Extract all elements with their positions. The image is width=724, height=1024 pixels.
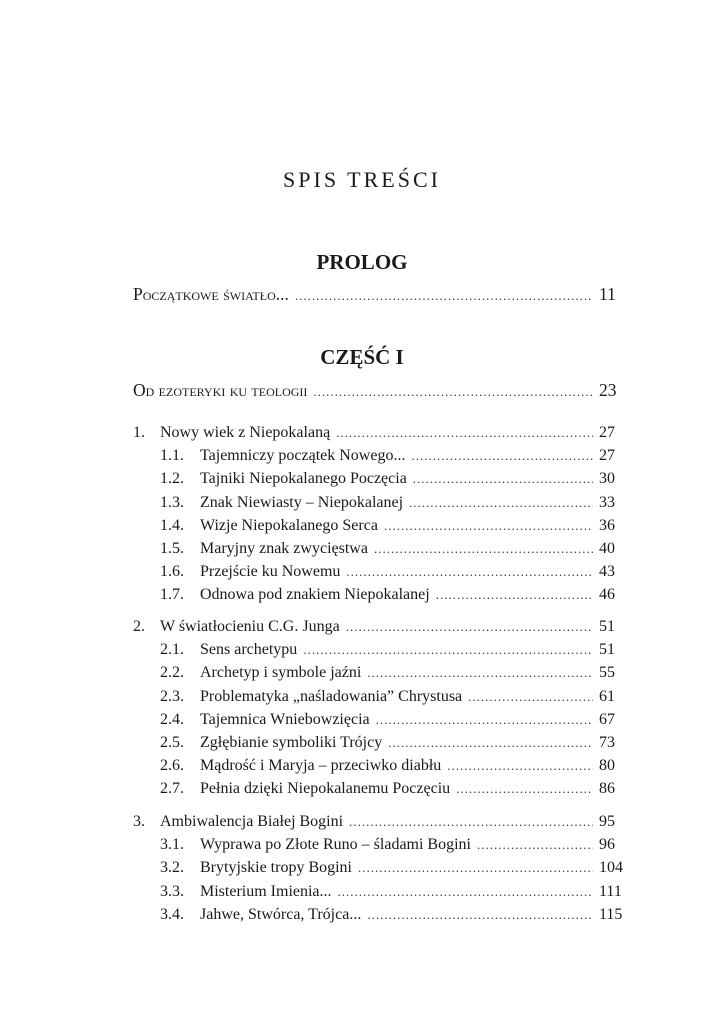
toc-entry-label: Zgłębianie symboliki Trójcy <box>200 734 383 751</box>
toc-page-number: 46 <box>599 586 615 604</box>
toc-entry-number: 3.1. <box>160 836 184 854</box>
toc-section-entry[interactable] <box>160 779 633 799</box>
toc-entry-number: 1.3. <box>160 493 184 511</box>
toc-section-entry[interactable] <box>160 756 633 776</box>
dot-leader <box>413 469 593 489</box>
toc-chapter-entry[interactable] <box>133 617 633 637</box>
toc-entry-label: Wizje Niepokalanego Serca <box>200 516 378 534</box>
toc-entry-label: Tajemnica Wniebowzięcia <box>200 710 370 728</box>
dot-leader <box>336 423 593 443</box>
toc-entry-label: Od ezoteryki ku teologii <box>133 380 308 400</box>
toc-section-entry[interactable] <box>160 640 633 660</box>
toc-entry-number: 2.6. <box>160 757 184 775</box>
dot-leader <box>411 446 593 466</box>
dot-leader <box>346 562 593 582</box>
toc-entry-label: Znak Niewiasty – Niepokalanej <box>200 493 404 511</box>
toc-section-entry[interactable] <box>160 905 633 925</box>
toc-page-number: 23 <box>599 380 617 400</box>
toc-entry-prolog[interactable] <box>133 284 633 306</box>
toc-entry-label: Tajemniczy początek Nowego... <box>200 447 406 465</box>
toc-entry-label: Tajniki Niepokalanego Poczęcia <box>200 470 407 488</box>
toc-entry-number: 1.1. <box>160 447 184 465</box>
toc-section-entry[interactable] <box>160 562 633 582</box>
toc-page-number: 80 <box>599 757 615 775</box>
toc-entry-number: 3.3. <box>160 882 184 900</box>
toc-entry-number: 1.2. <box>160 470 184 488</box>
toc-entry-number: 1.4. <box>160 516 184 534</box>
dot-leader <box>468 687 593 707</box>
toc-entry-label: Przejście ku Nowemu <box>200 563 341 581</box>
toc-entry-number: 2.4. <box>160 710 184 728</box>
toc-entry-label: Maryjny znak zwycięstwa <box>200 540 368 557</box>
toc-entry-number: 2. <box>133 618 145 635</box>
dot-leader <box>303 640 593 660</box>
dot-leader <box>295 286 593 306</box>
toc-section-entry[interactable] <box>160 710 633 730</box>
dot-leader <box>367 905 593 925</box>
toc-section-entry[interactable] <box>160 882 633 902</box>
toc-page-number: 11 <box>599 284 616 304</box>
toc-page-number: 73 <box>599 734 615 751</box>
toc-entry-number: 1. <box>133 424 145 441</box>
toc-section-entry[interactable] <box>160 539 633 559</box>
toc-entry-number: 2.5. <box>160 734 184 751</box>
toc-section-entry[interactable] <box>160 516 633 536</box>
toc-entry-label: Ambiwalencja Białej Bogini <box>160 813 344 830</box>
toc-entry-number: 2.7. <box>160 780 184 798</box>
toc-page-number: 27 <box>599 447 615 465</box>
dot-leader <box>374 539 593 559</box>
toc-page-number: 96 <box>599 836 615 854</box>
toc-entry-label: Wyprawa po Złote Runo – śladami Bogini <box>200 836 471 854</box>
dot-leader <box>477 835 593 855</box>
toc-chapter-entry[interactable] <box>133 812 633 832</box>
toc-entry-number: 1.7. <box>160 586 184 604</box>
toc-page-number: 86 <box>599 780 615 798</box>
toc-entry-part1-intro[interactable] <box>133 380 633 402</box>
toc-page-number: 51 <box>599 641 615 659</box>
toc-page-number: 30 <box>599 470 615 488</box>
dot-leader <box>349 812 593 832</box>
toc-entry-label: Sens archetypu <box>200 641 298 659</box>
dot-leader <box>358 858 593 878</box>
toc-entry-label: W światłocieniu C.G. Junga <box>160 618 340 635</box>
toc-page-number: 67 <box>599 710 615 728</box>
toc-entry-number: 2.3. <box>160 687 184 705</box>
toc-section-entry[interactable] <box>160 493 633 513</box>
toc-entry-label: Problematyka „naśladowania” Chrystusa <box>200 687 463 705</box>
toc-page-number: 27 <box>599 424 615 441</box>
toc-section-entry[interactable] <box>160 733 633 753</box>
dot-leader <box>376 710 593 730</box>
toc-entry-number: 2.1. <box>160 641 184 659</box>
dot-leader <box>409 493 593 513</box>
toc-entry-number: 3.2. <box>160 859 184 877</box>
toc-section-entry[interactable] <box>160 858 633 878</box>
toc-section-entry[interactable] <box>160 446 633 466</box>
toc-page-number: 33 <box>599 493 615 511</box>
toc-page-number: 95 <box>599 813 615 830</box>
dot-leader <box>447 756 593 776</box>
dot-leader <box>367 663 593 683</box>
toc-section-entry[interactable] <box>160 663 633 683</box>
toc-section-entry[interactable] <box>160 835 633 855</box>
toc-entry-label: Archetyp i symbole jaźni <box>200 664 362 682</box>
toc-entry-number: 3.4. <box>160 905 184 923</box>
part1-heading: CZĘŚĆ I <box>320 345 404 369</box>
dot-leader <box>338 882 593 902</box>
toc-page-number: 36 <box>599 516 615 534</box>
toc-section-entry[interactable] <box>160 585 633 605</box>
dot-leader <box>436 585 593 605</box>
dot-leader <box>456 779 593 799</box>
toc-entry-label: Odnowa pod znakiem Niepokalanej <box>200 586 430 604</box>
toc-page-number: 40 <box>599 540 615 557</box>
toc-entry-label: Misterium Imienia... <box>200 882 332 900</box>
toc-section-entry[interactable] <box>160 687 633 707</box>
toc-entry-number: 3. <box>133 813 145 830</box>
toc-page-number: 115 <box>599 905 623 923</box>
toc-entry-label: Początkowe światło... <box>133 284 289 304</box>
toc-page-number: 61 <box>599 687 615 705</box>
toc-entry-label: Jahwe, Stwórca, Trójca... <box>200 905 362 923</box>
toc-page-number: 55 <box>599 664 615 682</box>
toc-entry-number: 2.2. <box>160 664 184 682</box>
toc-entry-label: Brytyjskie tropy Bogini <box>200 859 352 877</box>
page-title: SPIS TREŚCI <box>283 167 441 192</box>
toc-page-number: 111 <box>599 882 622 900</box>
toc-section-entry[interactable] <box>160 469 633 489</box>
toc-entry-label: Nowy wiek z Niepokalaną <box>160 424 331 441</box>
toc-entry-number: 1.5. <box>160 540 184 557</box>
toc-page-number: 43 <box>599 563 615 581</box>
dot-leader <box>384 516 593 536</box>
dot-leader <box>388 733 593 753</box>
toc-page-number: 104 <box>599 859 623 877</box>
toc-entry-label: Mądrość i Maryja – przeciwko diabłu <box>200 757 442 775</box>
toc-entry-label: Pełnia dzięki Niepokalanemu Poczęciu <box>200 780 451 798</box>
toc-page-number: 51 <box>599 618 615 635</box>
dot-leader <box>313 382 593 402</box>
prolog-heading: PROLOG <box>316 250 408 274</box>
toc-entry-number: 1.6. <box>160 563 184 581</box>
dot-leader <box>346 617 593 637</box>
toc-chapter-entry[interactable] <box>133 423 633 443</box>
